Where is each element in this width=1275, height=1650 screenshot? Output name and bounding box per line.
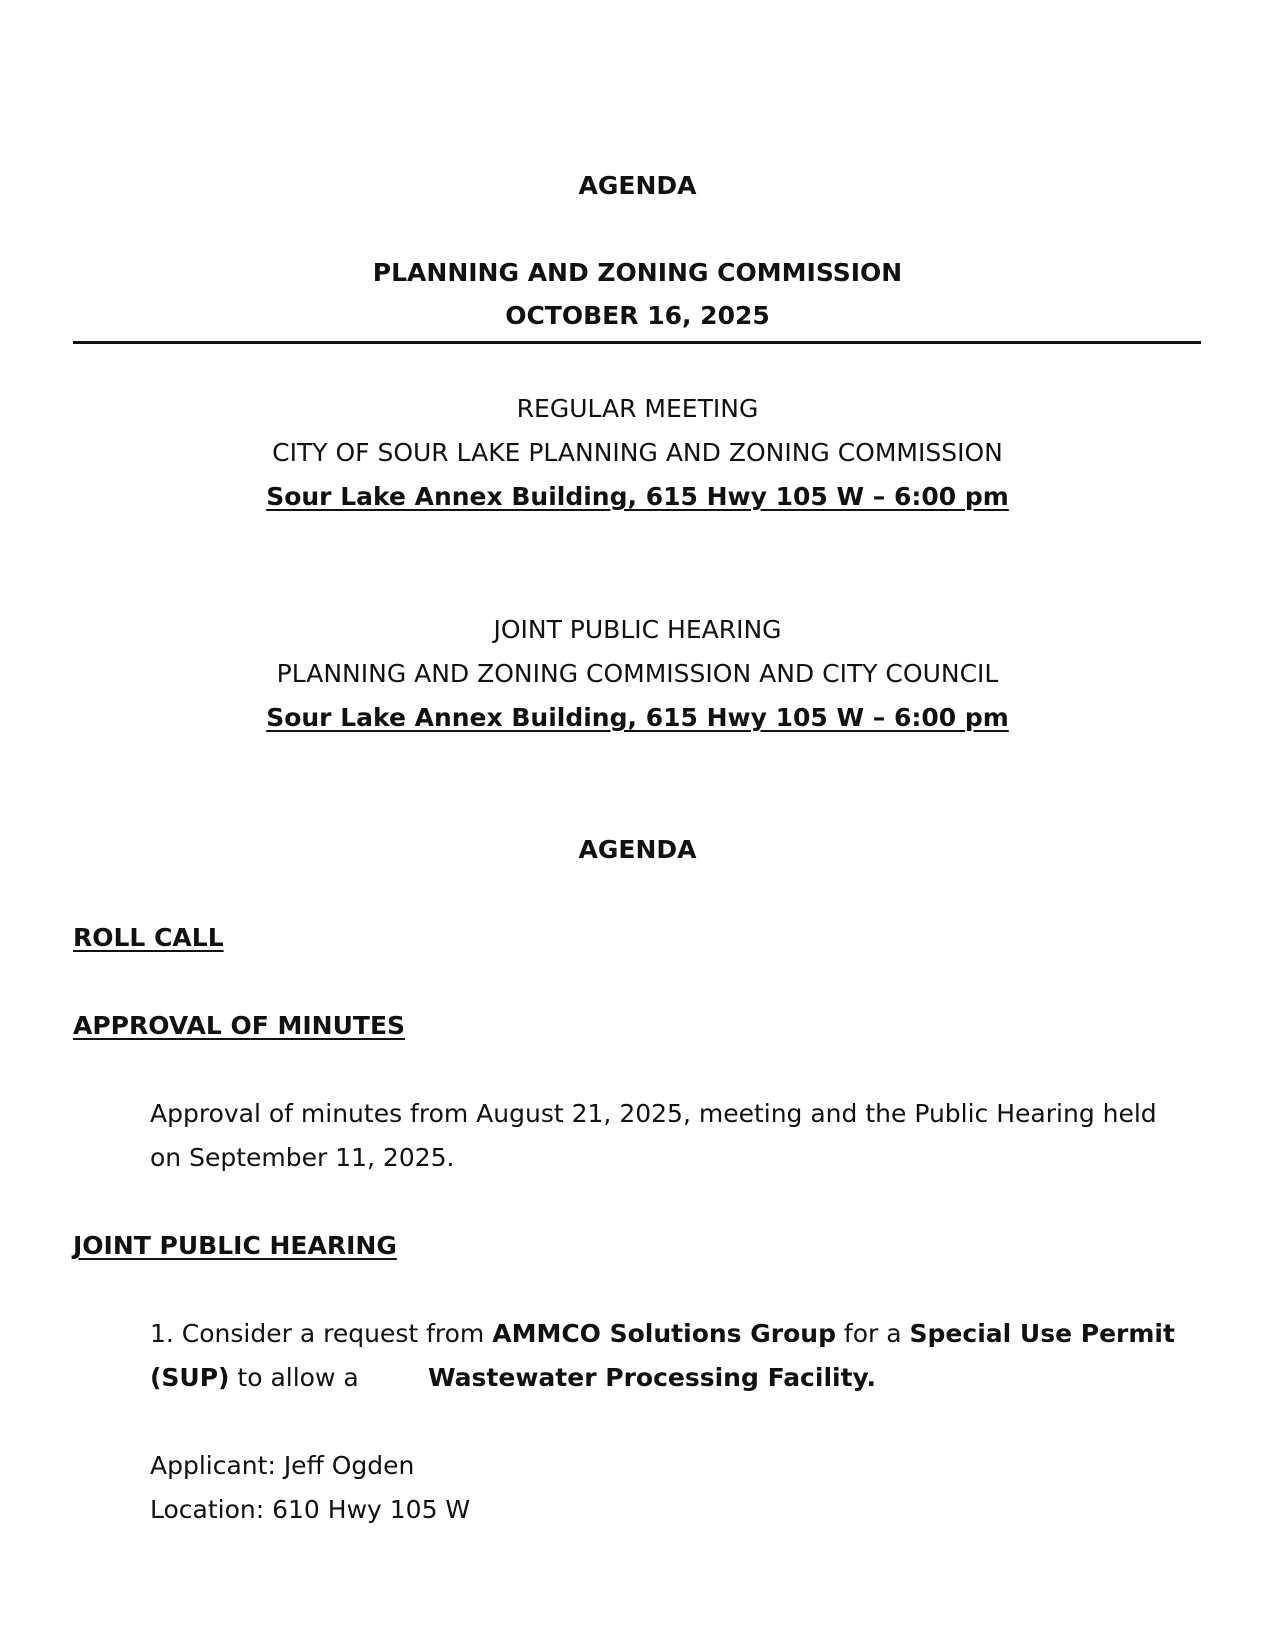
item1-permit: Special Use Permit — [909, 1319, 1175, 1348]
regular-meeting-location: Sour Lake Annex Building, 615 Hwy 105 W – 6:00 pm — [266, 482, 1009, 511]
joint-hearing-location: Sour Lake Annex Building, 615 Hwy 105 W – 6:00 pm — [266, 703, 1009, 732]
item1-sup: (SUP) — [150, 1363, 230, 1392]
header-divider — [73, 341, 1201, 344]
approval-of-minutes-heading: APPROVAL OF MINUTES — [73, 1011, 406, 1040]
item1-company: AMMCO Solutions Group — [492, 1319, 836, 1348]
agenda-item-1-line2 — [150, 1362, 359, 1394]
item1-mid2: to allow a — [229, 1363, 359, 1392]
roll-call-heading: ROLL CALL — [73, 923, 224, 952]
regular-meeting-title: REGULAR MEETING — [516, 394, 759, 423]
agenda-title: AGENDA — [578, 171, 697, 200]
commission-title: PLANNING AND ZONING COMMISSION — [372, 258, 903, 287]
item1-prefix: 1. Consider a request from — [150, 1319, 493, 1348]
item1-mid: for a — [835, 1319, 910, 1348]
joint-public-hearing-heading: JOINT PUBLIC HEARING — [73, 1231, 397, 1260]
agenda-heading: AGENDA — [578, 835, 697, 864]
meeting-date: OCTOBER 16, 2025 — [505, 301, 770, 330]
approval-text-line2: on September 11, 2025. — [150, 1143, 455, 1172]
joint-hearing-title: JOINT PUBLIC HEARING — [493, 615, 782, 644]
item1-facility: Wastewater Processing Facility. — [428, 1363, 877, 1392]
location-line: Location: 610 Hwy 105 W — [150, 1495, 471, 1524]
approval-text-line1: Approval of minutes from August 21, 2025, meeting and the Public Hearing held — [150, 1099, 1157, 1128]
agenda-item-1-line1 — [150, 1318, 1175, 1350]
regular-meeting-subtitle: CITY OF SOUR LAKE PLANNING AND ZONING COMMISSION — [272, 438, 1003, 467]
joint-hearing-subtitle: PLANNING AND ZONING COMMISSION AND CITY COUNCIL — [276, 659, 999, 688]
applicant-line: Applicant: Jeff Ogden — [150, 1451, 415, 1480]
